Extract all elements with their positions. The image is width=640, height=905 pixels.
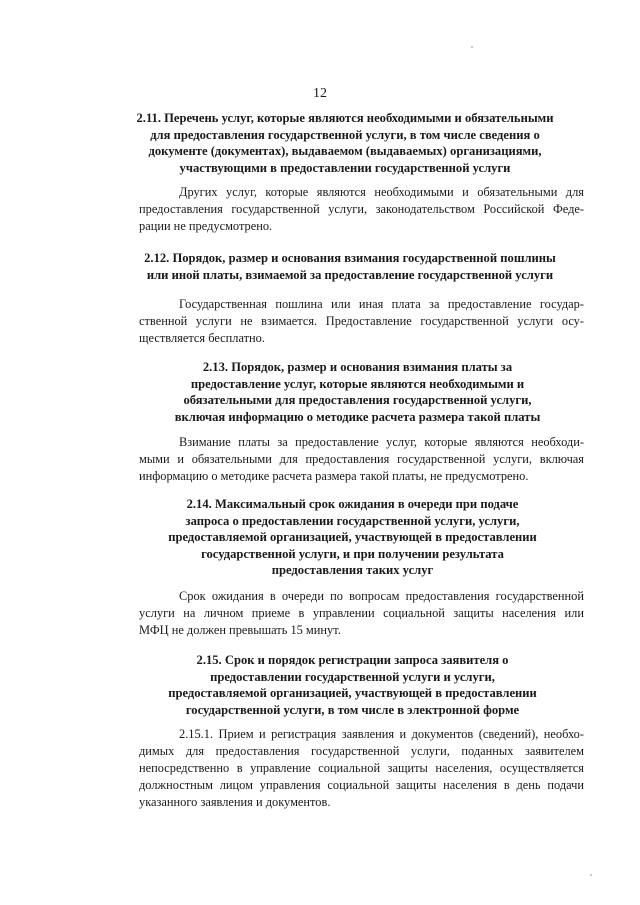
section-heading-2-13 [130,359,585,425]
heading-line: запроса о предоставлении государственной услуги, услуги, [185,513,520,528]
text-line: Срок ожидания в очереди по вопросам предоставления государственной [179,589,584,603]
section-text-2-13 [139,434,584,485]
section-heading-2-14 [125,496,580,579]
text-line: указанного заявления и документов. [139,795,331,809]
text-line: Государственная пошлина или иная плата за предоставление государ- [179,297,584,311]
text-line: МФЦ не должен превышать 15 минут. [139,623,341,637]
text-line: ственной услуги не взимается. Предоставление государственной услуги осу- [139,314,584,328]
section-heading-2-11 [110,110,580,176]
section-heading-2-12 [120,250,580,283]
heading-line: или иной платы, взимаемой за предоставление государственной услуги [146,267,554,282]
heading-line: предоставлении государственной услуги и услуги, [210,669,495,684]
heading-line: предоставляемой организацией, участвующей в предоставлении [168,686,537,700]
heading-line: предоставляемой организацией, участвующей в предоставлении [168,530,537,544]
section-text-2-14 [139,588,584,639]
text-line: димых для предоставления государственной услуги, поданных заявителем [139,744,584,758]
section-text-2-11 [139,184,584,235]
text-line: 2.15.1. Прием и регистрация заявления и документов (сведений), необхо- [179,727,584,741]
heading-line: 2.15. Срок и порядок регистрации запроса заявителя о [196,653,509,667]
text-line: рации не предусмотрено. [139,219,273,233]
section-text-2-15 [139,726,584,811]
heading-line: государственной услуги, и при получении результата [201,546,504,561]
text-line: непосредственно в управление социальной защиты населения, осуществляется [139,761,584,775]
text-line: Взимание платы за предоставление услуг, которые являются необходи- [179,435,584,449]
text-line: услуги на личном приеме в управлении социальной защиты населения или [139,606,584,620]
heading-line: 2.11. Перечень услуг, которые являются необходимыми и обязательными [136,111,554,125]
section-text-2-12 [139,296,584,347]
heading-line: предоставление услуг, которые являются необходимыми и [190,376,525,391]
page-number: 12 [313,86,327,101]
text-line: мыми и обязательными для предоставления государственной услуги, включая [139,452,584,466]
heading-line: 2.13. Порядок, размер и основания взимания платы за [202,360,513,374]
heading-line: 2.14. Максимальный срок ожидания в очереди при подаче [186,497,519,511]
text-line: Других услуг, которые являются необходимыми и обязательными для [179,185,584,199]
heading-line: участвующими в предоставлении государственной услуги [179,160,511,175]
scan-speck [590,874,592,876]
heading-line: обязательными для предоставления государственной услуги, [183,393,532,407]
section-heading-2-15 [125,652,580,718]
heading-line: для предоставления государственной услуги, в том числе сведения о [150,127,540,142]
heading-line: государственной услуги, в том числе в электронной форме [185,702,520,717]
heading-line: включая информацию о методике расчета размера такой платы [174,409,541,424]
text-line: предоставления государственной услуги, законодательством Российской Феде- [139,202,584,216]
heading-line: предоставления таких услуг [271,563,434,577]
heading-line: документе (документах), выдаваемом (выдаваемых) организациями, [148,144,542,158]
scan-speck [471,46,473,48]
text-line: ществляется бесплатно. [139,331,265,345]
text-line: информацию о методике расчета размера такой платы, не предусмотрено. [139,469,529,483]
text-line: должностным лицом управления социальной защиты населения в день подачи [139,778,584,792]
heading-line: 2.12. Порядок, размер и основания взимания государственной пошлины [144,251,556,265]
